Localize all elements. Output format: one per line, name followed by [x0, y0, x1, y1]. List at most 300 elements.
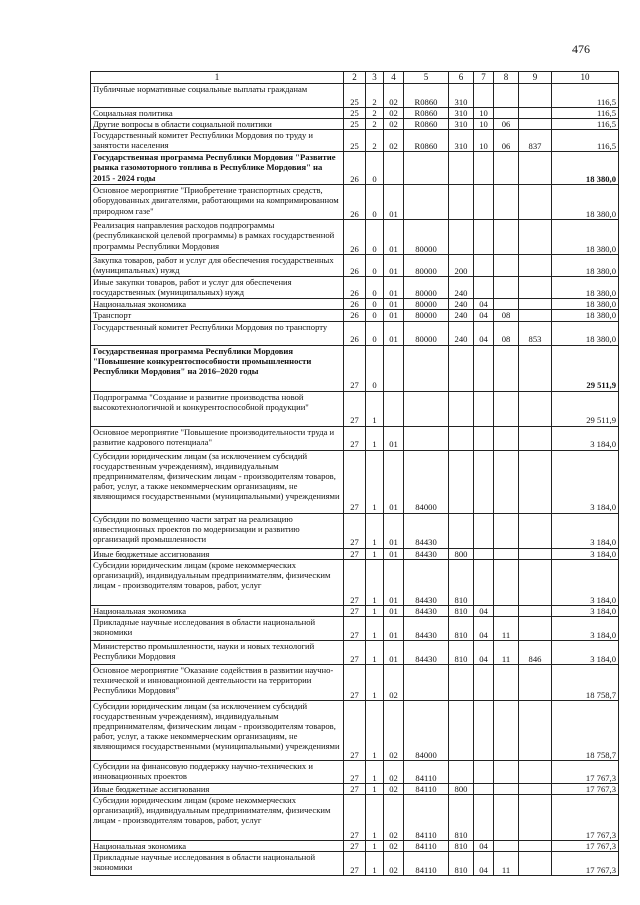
code-cell: 01 [384, 277, 404, 299]
code-cell [494, 255, 519, 277]
amount-cell: 3 184,0 [552, 559, 619, 605]
code-cell [519, 450, 552, 513]
code-cell: 27 [344, 783, 366, 794]
code-cell: 0 [366, 185, 384, 220]
code-cell: 0 [366, 310, 384, 321]
code-cell: 27 [344, 345, 366, 391]
code-cell: 810 [449, 640, 474, 664]
code-cell [404, 345, 449, 391]
code-cell: 810 [449, 605, 474, 616]
code-cell [474, 794, 494, 840]
amount-cell: 3 184,0 [552, 513, 619, 548]
code-cell: 0 [366, 277, 384, 299]
row-label: Государственный комитет Республики Мордовия по транспорту [91, 321, 344, 345]
code-cell: 1 [366, 640, 384, 664]
code-cell: 27 [344, 548, 366, 559]
table-row [91, 852, 619, 876]
row-label: Государственная программа Республики Мордовия "Повышение конкурентоспособности промышленности Республики Мордовия" на 2016–2020 годы [91, 345, 344, 391]
code-cell [474, 760, 494, 783]
row-label: Реализация направления расходов подпрограммы (республиканской целевой программы) в рамках государственной программы Республики Мордовия [91, 220, 344, 255]
code-cell: 04 [474, 299, 494, 310]
code-cell: 310 [449, 84, 474, 108]
code-cell: 1 [366, 616, 384, 640]
code-cell: 02 [384, 840, 404, 851]
code-cell: 25 [344, 130, 366, 152]
code-cell: 1 [366, 548, 384, 559]
code-cell: 1 [366, 391, 384, 426]
code-cell: 84110 [404, 840, 449, 851]
row-label: Субсидии по возмещению части затрат на реализацию инвестиционных проектов по модернизации и развитию организаций промышленности [91, 513, 344, 548]
table-row [91, 321, 619, 345]
code-cell: 84430 [404, 616, 449, 640]
code-cell [494, 513, 519, 548]
code-cell [474, 84, 494, 108]
code-cell: 310 [449, 108, 474, 119]
code-cell: 26 [344, 152, 366, 185]
code-cell: 1 [366, 794, 384, 840]
code-cell [519, 345, 552, 391]
code-cell [494, 391, 519, 426]
code-cell: 27 [344, 616, 366, 640]
code-cell [519, 391, 552, 426]
code-cell: 11 [494, 616, 519, 640]
code-cell [519, 84, 552, 108]
code-cell: 84430 [404, 548, 449, 559]
code-cell: 84110 [404, 794, 449, 840]
code-cell [449, 450, 474, 513]
code-cell [494, 783, 519, 794]
code-cell [519, 119, 552, 130]
table-row [91, 108, 619, 119]
row-label: Национальная экономика [91, 840, 344, 851]
row-label: Министерство промышленности, науки и новых технологий Республики Мордовия [91, 640, 344, 664]
code-cell: 240 [449, 277, 474, 299]
code-cell [494, 152, 519, 185]
code-cell [474, 548, 494, 559]
row-label: Основное мероприятие "Приобретение транспортных средств, оборудованных двигателями, работающими на компримированном природном газе" [91, 185, 344, 220]
row-label: Субсидии юридическим лицам (за исключением субсидий государственным учреждениям), индивидуальным предпринимателям, физическим лицам - производителям товаров, работ, услуг, а также некоммерческим организациям, не являющимся государственными (муниципальными) учреждениями [91, 450, 344, 513]
code-cell: 10 [474, 119, 494, 130]
code-cell [519, 700, 552, 760]
code-cell [494, 548, 519, 559]
table-row [91, 616, 619, 640]
code-cell: 1 [366, 559, 384, 605]
code-cell: 06 [494, 130, 519, 152]
code-cell: 80000 [404, 299, 449, 310]
table-row [91, 310, 619, 321]
code-cell [449, 760, 474, 783]
row-label: Публичные нормативные социальные выплаты гражданам [91, 84, 344, 108]
column-header: 7 [474, 72, 494, 84]
code-cell: 27 [344, 605, 366, 616]
code-cell [519, 783, 552, 794]
code-cell: 310 [449, 119, 474, 130]
column-header: 8 [494, 72, 519, 84]
row-label: Прикладные научные исследования в области национальной экономики [91, 852, 344, 876]
code-cell: 84110 [404, 760, 449, 783]
code-cell [519, 310, 552, 321]
code-cell: 27 [344, 840, 366, 851]
code-cell: 04 [474, 852, 494, 876]
code-cell [494, 185, 519, 220]
row-label: Национальная экономика [91, 299, 344, 310]
code-cell [474, 152, 494, 185]
code-cell: 27 [344, 450, 366, 513]
code-cell: 01 [384, 616, 404, 640]
code-cell: 27 [344, 852, 366, 876]
table-header-row [91, 72, 619, 84]
code-cell: 27 [344, 559, 366, 605]
column-header: 10 [552, 72, 619, 84]
code-cell: 810 [449, 794, 474, 840]
row-label: Другие вопросы в области социальной политики [91, 119, 344, 130]
table-row [91, 450, 619, 513]
code-cell: 02 [384, 664, 404, 700]
amount-cell: 17 767,3 [552, 852, 619, 876]
code-cell [494, 108, 519, 119]
code-cell: 01 [384, 220, 404, 255]
code-cell [494, 605, 519, 616]
table-row [91, 605, 619, 616]
row-label: Субсидии юридическим лицам (кроме некоммерческих организаций), индивидуальным предпринимателям, физическим лицам - производителям товаров, работ, услуг [91, 794, 344, 840]
code-cell: 84000 [404, 450, 449, 513]
amount-cell: 17 767,3 [552, 783, 619, 794]
code-cell: 26 [344, 185, 366, 220]
code-cell [494, 840, 519, 851]
code-cell: 800 [449, 783, 474, 794]
table-row [91, 345, 619, 391]
row-label: Закупка товаров, работ и услуг для обеспечения государственных (муниципальных) нужд [91, 255, 344, 277]
code-cell: 1 [366, 700, 384, 760]
amount-cell: 116,5 [552, 108, 619, 119]
amount-cell: 3 184,0 [552, 616, 619, 640]
amount-cell: 18 380,0 [552, 220, 619, 255]
amount-cell: 3 184,0 [552, 640, 619, 664]
code-cell: 84110 [404, 852, 449, 876]
amount-cell: 116,5 [552, 84, 619, 108]
row-label: Основное мероприятие "Оказание содействия в развитии научно-технической и инновационной деятельности на территории Республики Мордовия" [91, 664, 344, 700]
code-cell: 25 [344, 84, 366, 108]
code-cell: 26 [344, 255, 366, 277]
code-cell: 02 [384, 108, 404, 119]
amount-cell: 18 380,0 [552, 299, 619, 310]
page-number: 476 [572, 42, 590, 56]
code-cell [519, 152, 552, 185]
code-cell: 1 [366, 664, 384, 700]
column-header: 4 [384, 72, 404, 84]
code-cell: 02 [384, 760, 404, 783]
code-cell: 04 [474, 616, 494, 640]
code-cell: 01 [384, 640, 404, 664]
code-cell: 08 [494, 310, 519, 321]
row-label: Иные бюджетные ассигнования [91, 783, 344, 794]
table-row [91, 277, 619, 299]
code-cell: 84430 [404, 513, 449, 548]
code-cell [474, 513, 494, 548]
code-cell: 02 [384, 84, 404, 108]
code-cell [494, 277, 519, 299]
code-cell: 27 [344, 664, 366, 700]
code-cell: 04 [474, 640, 494, 664]
code-cell [449, 664, 474, 700]
code-cell [494, 345, 519, 391]
code-cell: R0860 [404, 84, 449, 108]
code-cell: 06 [494, 119, 519, 130]
code-cell: 240 [449, 299, 474, 310]
budget-table [90, 71, 619, 876]
code-cell: 01 [384, 255, 404, 277]
code-cell [519, 760, 552, 783]
code-cell: 1 [366, 513, 384, 548]
code-cell: 0 [366, 299, 384, 310]
code-cell: 01 [384, 321, 404, 345]
code-cell [519, 794, 552, 840]
amount-cell: 18 380,0 [552, 321, 619, 345]
code-cell [384, 152, 404, 185]
code-cell: 1 [366, 450, 384, 513]
code-cell: 25 [344, 108, 366, 119]
code-cell: 02 [384, 119, 404, 130]
code-cell: 02 [384, 700, 404, 760]
code-cell [449, 345, 474, 391]
code-cell [494, 760, 519, 783]
code-cell [449, 185, 474, 220]
table-row [91, 783, 619, 794]
amount-cell: 18 380,0 [552, 277, 619, 299]
code-cell: 0 [366, 321, 384, 345]
code-cell: 240 [449, 321, 474, 345]
column-header: 1 [91, 72, 344, 84]
code-cell [474, 559, 494, 605]
code-cell: 27 [344, 760, 366, 783]
code-cell [494, 450, 519, 513]
row-label: Социальная политика [91, 108, 344, 119]
code-cell [519, 559, 552, 605]
amount-cell: 3 184,0 [552, 605, 619, 616]
code-cell: 837 [519, 130, 552, 152]
code-cell: 11 [494, 640, 519, 664]
amount-cell: 18 380,0 [552, 310, 619, 321]
code-cell [494, 559, 519, 605]
code-cell: 810 [449, 852, 474, 876]
code-cell: 240 [449, 310, 474, 321]
code-cell: 11 [494, 852, 519, 876]
column-header: 6 [449, 72, 474, 84]
table-row [91, 119, 619, 130]
code-cell [519, 185, 552, 220]
code-cell: 08 [494, 321, 519, 345]
code-cell: 04 [474, 310, 494, 321]
table-row [91, 664, 619, 700]
code-cell [519, 426, 552, 450]
code-cell [474, 345, 494, 391]
code-cell [494, 84, 519, 108]
code-cell: 84000 [404, 700, 449, 760]
code-cell: 2 [366, 84, 384, 108]
code-cell [404, 152, 449, 185]
code-cell [449, 513, 474, 548]
code-cell [519, 255, 552, 277]
code-cell [404, 391, 449, 426]
code-cell: 0 [366, 255, 384, 277]
table-row [91, 700, 619, 760]
code-cell: 26 [344, 299, 366, 310]
code-cell: 846 [519, 640, 552, 664]
code-cell: 2 [366, 119, 384, 130]
column-header: 2 [344, 72, 366, 84]
code-cell: 1 [366, 840, 384, 851]
table-row [91, 391, 619, 426]
code-cell [494, 299, 519, 310]
amount-cell: 17 767,3 [552, 840, 619, 851]
code-cell: 1 [366, 426, 384, 450]
amount-cell: 116,5 [552, 119, 619, 130]
row-label: Иные бюджетные ассигнования [91, 548, 344, 559]
code-cell: 310 [449, 130, 474, 152]
code-cell [519, 605, 552, 616]
row-label: Национальная экономика [91, 605, 344, 616]
code-cell: 04 [474, 840, 494, 851]
code-cell: 01 [384, 426, 404, 450]
code-cell: 02 [384, 852, 404, 876]
code-cell: 0 [366, 220, 384, 255]
code-cell [519, 664, 552, 700]
table-row [91, 426, 619, 450]
code-cell: 26 [344, 321, 366, 345]
code-cell [474, 277, 494, 299]
amount-cell: 3 184,0 [552, 426, 619, 450]
table-row [91, 84, 619, 108]
code-cell [404, 426, 449, 450]
code-cell: R0860 [404, 108, 449, 119]
code-cell: 84430 [404, 605, 449, 616]
amount-cell: 17 767,3 [552, 760, 619, 783]
code-cell [519, 840, 552, 851]
code-cell: 84430 [404, 640, 449, 664]
code-cell: 04 [474, 605, 494, 616]
code-cell: 80000 [404, 310, 449, 321]
amount-cell: 3 184,0 [552, 450, 619, 513]
code-cell [474, 426, 494, 450]
table-row [91, 130, 619, 152]
code-cell: 2 [366, 130, 384, 152]
table-row [91, 640, 619, 664]
row-label: Государственная программа Республики Мордовия "Развитие рынка газомоторного топлива в Республике Мордовия" на 2015 - 2024 годы [91, 152, 344, 185]
code-cell: 27 [344, 426, 366, 450]
code-cell: 1 [366, 605, 384, 616]
amount-cell: 29 511,9 [552, 345, 619, 391]
table-row [91, 559, 619, 605]
table-row [91, 152, 619, 185]
code-cell: 0 [366, 345, 384, 391]
code-cell: 02 [384, 783, 404, 794]
code-cell: 10 [474, 130, 494, 152]
row-label: Подпрограмма "Создание и развитие производства новой высокотехнологичной и конкурентоспособной продукции" [91, 391, 344, 426]
code-cell: 27 [344, 640, 366, 664]
table-row [91, 185, 619, 220]
code-cell: 200 [449, 255, 474, 277]
code-cell: 84110 [404, 783, 449, 794]
amount-cell: 29 511,9 [552, 391, 619, 426]
code-cell [519, 299, 552, 310]
code-cell: 80000 [404, 277, 449, 299]
code-cell: 80000 [404, 255, 449, 277]
column-header: 9 [519, 72, 552, 84]
code-cell: 01 [384, 548, 404, 559]
code-cell: 810 [449, 840, 474, 851]
code-cell [449, 220, 474, 255]
code-cell [494, 426, 519, 450]
code-cell: 26 [344, 310, 366, 321]
amount-cell: 116,5 [552, 130, 619, 152]
code-cell [519, 513, 552, 548]
row-label: Транспорт [91, 310, 344, 321]
code-cell [384, 391, 404, 426]
code-cell: 1 [366, 852, 384, 876]
row-label: Прикладные научные исследования в области национальной экономики [91, 616, 344, 640]
code-cell: 01 [384, 185, 404, 220]
code-cell [519, 277, 552, 299]
code-cell: 84430 [404, 559, 449, 605]
code-cell [404, 185, 449, 220]
row-label: Субсидии юридическим лицам (кроме некоммерческих организаций), индивидуальным предпринимателям, физическим лицам - производителям товаров, работ, услуг [91, 559, 344, 605]
amount-cell: 18 380,0 [552, 152, 619, 185]
amount-cell: 3 184,0 [552, 548, 619, 559]
table-row [91, 255, 619, 277]
code-cell [474, 391, 494, 426]
amount-cell: 17 767,3 [552, 794, 619, 840]
code-cell [494, 220, 519, 255]
code-cell [474, 185, 494, 220]
code-cell: 27 [344, 391, 366, 426]
code-cell [474, 450, 494, 513]
table-row [91, 760, 619, 783]
column-header: 3 [366, 72, 384, 84]
amount-cell: 18 380,0 [552, 185, 619, 220]
code-cell: 1 [366, 783, 384, 794]
code-cell [474, 664, 494, 700]
table-row [91, 840, 619, 851]
code-cell: 02 [384, 794, 404, 840]
code-cell: 01 [384, 310, 404, 321]
code-cell [519, 616, 552, 640]
code-cell: 02 [384, 130, 404, 152]
code-cell [474, 255, 494, 277]
table-row [91, 220, 619, 255]
amount-cell: 18 758,7 [552, 700, 619, 760]
code-cell: 10 [474, 108, 494, 119]
code-cell: 26 [344, 277, 366, 299]
row-label: Основное мероприятие "Повышение производительности труда и развитие кадрового потенциала" [91, 426, 344, 450]
code-cell [494, 664, 519, 700]
code-cell: 04 [474, 321, 494, 345]
code-cell: 01 [384, 513, 404, 548]
code-cell [494, 700, 519, 760]
code-cell: 0 [366, 152, 384, 185]
row-label: Субсидии на финансовую поддержку научно-технических и инновационных проектов [91, 760, 344, 783]
code-cell [449, 152, 474, 185]
code-cell: 810 [449, 559, 474, 605]
code-cell: 80000 [404, 220, 449, 255]
code-cell: 2 [366, 108, 384, 119]
table-row [91, 794, 619, 840]
code-cell [519, 108, 552, 119]
code-cell [474, 700, 494, 760]
code-cell [519, 220, 552, 255]
code-cell [474, 783, 494, 794]
column-header: 5 [404, 72, 449, 84]
code-cell: 80000 [404, 321, 449, 345]
